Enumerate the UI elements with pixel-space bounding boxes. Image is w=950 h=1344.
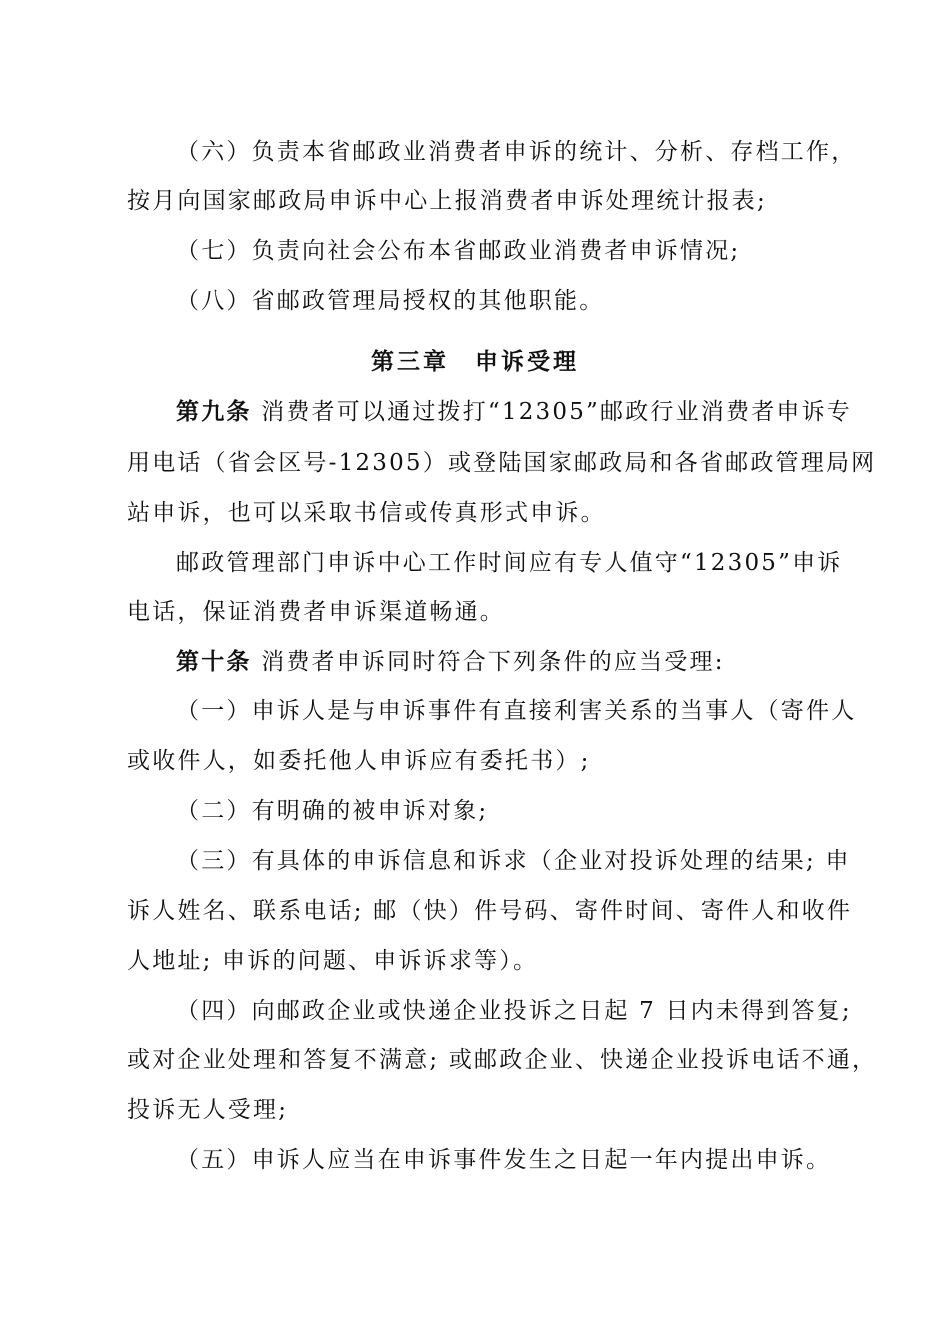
paragraph-hotline-cont: 电话，保证消费者申诉渠道畅通。 — [127, 599, 505, 625]
paragraph-item-7: （七）负责向社会公布本省邮政业消费者申诉情况; — [176, 238, 741, 264]
article-9-first-line — [0, 397, 950, 427]
condition-2: （二）有明确的被申诉对象; — [176, 798, 489, 824]
article-10-text: 消费者申诉同时符合下列条件的应当受理: — [251, 649, 725, 675]
article-9-line-3: 站申诉，也可以采取书信或传真形式申诉。 — [127, 500, 606, 526]
condition-1: （一）申诉人是与申诉事件有直接利害关系的当事人（寄件人 — [176, 698, 857, 724]
paragraph-item-6: （六）负责本省邮政业消费者申诉的统计、分析、存档工作， — [176, 139, 857, 165]
article-9-text: 消费者可以通过拨打“12305”邮政行业消费者申诉专 — [251, 399, 853, 425]
condition-4-cont-1: 或对企业处理和答复不满意; 或邮政企业、快递企业投诉电话不通， — [127, 1047, 878, 1073]
paragraph-item-8: （八）省邮政管理局授权的其他职能。 — [176, 288, 605, 314]
condition-1-cont: 或收件人，如委托他人申诉应有委托书）; — [127, 748, 591, 774]
article-9-line-2: 用电话（省会区号-12305）或登陆国家邮政局和各省邮政管理局网 — [127, 450, 877, 476]
article-9-label: 第九条 — [176, 398, 252, 425]
article-10-label: 第十条 — [176, 648, 252, 675]
chapter-title: 第三章 申诉受理 — [371, 348, 579, 375]
condition-4-cont-2: 投诉无人受理; — [127, 1097, 289, 1123]
condition-3: （三）有具体的申诉信息和诉求（企业对投诉处理的结果; 申 — [176, 848, 851, 874]
paragraph-item-6-cont: 按月向国家邮政局申诉中心上报消费者申诉处理统计报表; — [127, 188, 767, 214]
paragraph-hotline: 邮政管理部门申诉中心工作时间应有专人值守“12305”申诉 — [176, 550, 843, 576]
condition-3-cont-1: 诉人姓名、联系电话; 邮（快）件号码、寄件时间、寄件人和收件 — [127, 898, 853, 924]
condition-5: （五）申诉人应当在申诉事件发生之日起一年内提出申诉。 — [176, 1147, 832, 1173]
article-10-first-line — [0, 647, 950, 677]
condition-4: （四）向邮政企业或快递企业投诉之日起 7 日内未得到答复; — [176, 998, 852, 1024]
condition-3-cont-2: 人地址; 申诉的问题、申诉诉求等）。 — [127, 948, 539, 974]
